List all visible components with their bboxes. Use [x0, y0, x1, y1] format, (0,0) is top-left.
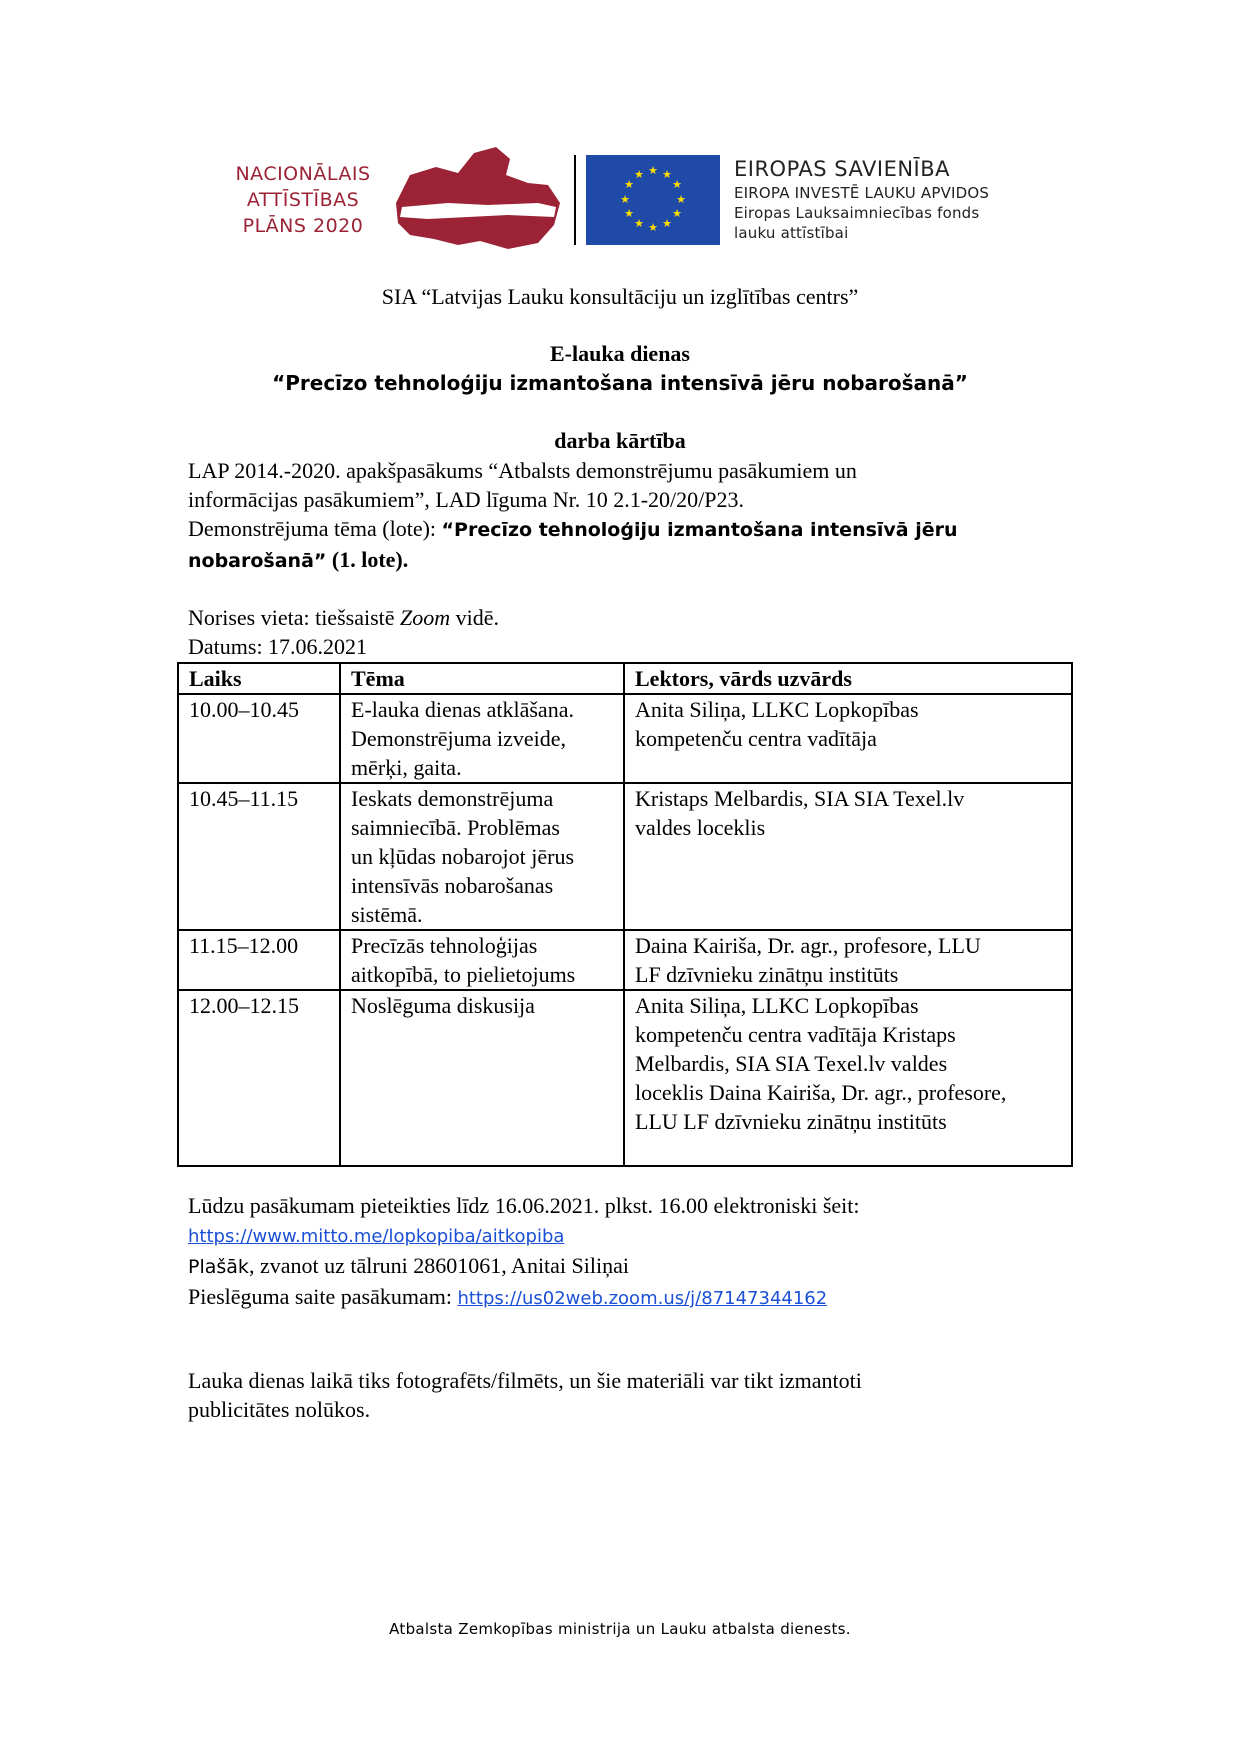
- svg-text:★: ★: [672, 178, 682, 191]
- topic-text: E-lauka dienas atklāšana.: [351, 697, 574, 722]
- topic-lot: (1. lote).: [326, 547, 409, 572]
- table-row: [178, 990, 1072, 1166]
- cell-time: 10.45–11.15: [178, 783, 340, 930]
- topic-value-2: nobarošanā”: [188, 550, 327, 572]
- nap-line-1: NACIONĀLAIS: [235, 163, 371, 185]
- cell-time: 11.15–12.00: [178, 930, 340, 990]
- program-description: [188, 456, 1088, 576]
- svg-text:★: ★: [662, 168, 672, 181]
- eu-line-2: Eiropas Lauksaimniecības fonds: [734, 204, 980, 222]
- nap-line-2: ATTĪSTĪBAS: [246, 189, 360, 211]
- cell-topic: [340, 990, 624, 1166]
- eu-line-3: lauku attīstībai: [734, 224, 849, 242]
- logo-header: [228, 145, 1028, 255]
- lecturer-text: kompetenču centra vadītāja: [635, 726, 877, 751]
- cell-lecturer: [624, 990, 1072, 1166]
- eu-logo-text: [734, 155, 989, 243]
- organization-name: SIA “Latvijas Lauku konsultāciju un izglītības centrs”: [381, 284, 859, 309]
- nap-line-3: PLĀNS 2020: [242, 215, 364, 237]
- more-info-line: [188, 1251, 1088, 1282]
- lecturer-text: kompetenču centra vadītāja Kristaps: [635, 1022, 956, 1047]
- topic-value: “Precīzo tehnoloģiju izmantošana intensīvā jēru: [441, 519, 958, 541]
- svg-text:★: ★: [634, 168, 644, 181]
- zoom-label: Pieslēguma saite pasākumam:: [188, 1284, 458, 1309]
- event-title: E-lauka dienas: [550, 341, 690, 366]
- registration-link[interactable]: https://www.mitto.me/lopkopiba/aitkopiba: [188, 1226, 565, 1247]
- more-info-text: , zvanot uz tālruni 28601061, Anitai Siliņai: [248, 1253, 629, 1278]
- topic-text: mērķi, gaita.: [351, 755, 462, 780]
- header-time: Laiks: [178, 663, 340, 694]
- topic-line-2: [188, 545, 1088, 576]
- cell-topic: [340, 783, 624, 930]
- lecturer-text: LLU LF dzīvnieku zinātņu institūts: [635, 1109, 947, 1134]
- lecturer-text: LF dzīvnieku zinātņu institūts: [635, 962, 899, 987]
- table-row: [178, 694, 1072, 783]
- svg-text:★: ★: [662, 217, 672, 230]
- venue-block: [188, 603, 1088, 661]
- topic-text: Noslēguma diskusija: [351, 993, 535, 1018]
- nap-logo-text: [228, 161, 378, 239]
- venue-suffix: vidē.: [450, 605, 500, 630]
- lecturer-text: Anita Siliņa, LLKC Lopkopības: [635, 697, 919, 722]
- venue-label: Norises vieta: tiešsaistē: [188, 605, 401, 630]
- lap-line-2: informācijas pasākumiem”, LAD līguma Nr. 10 2.1-20/20/P23.: [188, 487, 745, 512]
- lecturer-text: loceklis Daina Kairiša, Dr. agr., profesore,: [635, 1080, 1007, 1105]
- table-row: [178, 783, 1072, 930]
- notice-line-2: publicitātes nolūkos.: [188, 1397, 371, 1422]
- logo-divider: [574, 155, 576, 245]
- registration-block: [188, 1191, 1088, 1313]
- venue-platform: Zoom: [400, 605, 451, 630]
- notice-line-1: Lauka dienas laikā tiks fotografēts/filmēts, un šie materiāli var tikt izmantoti: [188, 1368, 862, 1393]
- event-date: Datums: 17.06.2021: [188, 634, 368, 659]
- eu-line-1: EIROPA INVESTĒ LAUKU APVIDOS: [734, 184, 990, 202]
- svg-text:★: ★: [672, 207, 682, 220]
- lap-line-1: LAP 2014.-2020. apakšpasākums “Atbalsts demonstrējumu pasākumiem un: [188, 458, 857, 483]
- topic-text: un kļūdas nobarojot jērus: [351, 844, 575, 869]
- eu-title: EIROPAS SAVIENĪBA: [734, 157, 951, 181]
- svg-text:★: ★: [624, 178, 634, 191]
- schedule-table: [177, 662, 1073, 1167]
- table-row: [178, 930, 1072, 990]
- more-info-prefix: Plašāk: [188, 1256, 249, 1278]
- cell-time: 12.00–12.15: [178, 990, 340, 1166]
- header-topic: Tēma: [340, 663, 624, 694]
- lecturer-text: Anita Siliņa, LLKC Lopkopības: [635, 993, 919, 1018]
- topic-line: [188, 514, 1088, 545]
- svg-text:★: ★: [624, 207, 634, 220]
- table-header-row: [178, 663, 1072, 694]
- topic-text: Ieskats demonstrējuma: [351, 786, 554, 811]
- svg-text:★: ★: [648, 221, 658, 234]
- lecturer-text: Melbardis, SIA SIA Texel.lv valdes: [635, 1051, 948, 1076]
- lecturer-text: Kristaps Melbardis, SIA SIA Texel.lv: [635, 786, 965, 811]
- topic-label: Demonstrējuma tēma (lote):: [188, 516, 442, 541]
- zoom-link[interactable]: https://us02web.zoom.us/j/87147344162: [457, 1288, 828, 1309]
- topic-text: Demonstrējuma izveide,: [351, 726, 567, 751]
- eu-flag-icon: [586, 155, 720, 245]
- topic-text: Precīzās tehnoloģijas: [351, 933, 538, 958]
- zoom-line: [188, 1282, 1088, 1313]
- lecturer-text: valdes loceklis: [635, 815, 766, 840]
- lecturer-text: Daina Kairiša, Dr. agr., profesore, LLU: [635, 933, 981, 958]
- photo-notice: [188, 1366, 1088, 1424]
- header-lecturer: Lektors, vārds uzvārds: [624, 663, 1072, 694]
- topic-text: sistēmā.: [351, 902, 423, 927]
- footer-text: Atbalsta Zemkopības ministrija un Lauku atbalsta dienests.: [389, 1620, 851, 1638]
- cell-topic: [340, 694, 624, 783]
- topic-text: saimniecībā. Problēmas: [351, 815, 560, 840]
- cell-lecturer: [624, 783, 1072, 930]
- svg-text:★: ★: [648, 164, 658, 177]
- cell-lecturer: [624, 694, 1072, 783]
- agenda-title: darba kārtība: [554, 428, 686, 453]
- registration-link-line: [188, 1220, 1088, 1251]
- registration-text: Lūdzu pasākumam pieteikties līdz 16.06.2021. plkst. 16.00 elektroniski šeit:: [188, 1193, 860, 1218]
- event-subtitle: “Precīzo tehnoloģiju izmantošana intensīvā jēru nobarošanā”: [272, 371, 968, 395]
- svg-text:★: ★: [634, 217, 644, 230]
- latvia-map-icon: [388, 145, 563, 251]
- venue-line: [188, 603, 1088, 632]
- svg-text:★: ★: [676, 193, 686, 206]
- cell-time: 10.00–10.45: [178, 694, 340, 783]
- topic-text: intensīvās nobarošanas: [351, 873, 554, 898]
- cell-topic: [340, 930, 624, 990]
- topic-text: aitkopībā, to pielietojums: [351, 962, 576, 987]
- cell-lecturer: [624, 930, 1072, 990]
- svg-text:★: ★: [620, 193, 630, 206]
